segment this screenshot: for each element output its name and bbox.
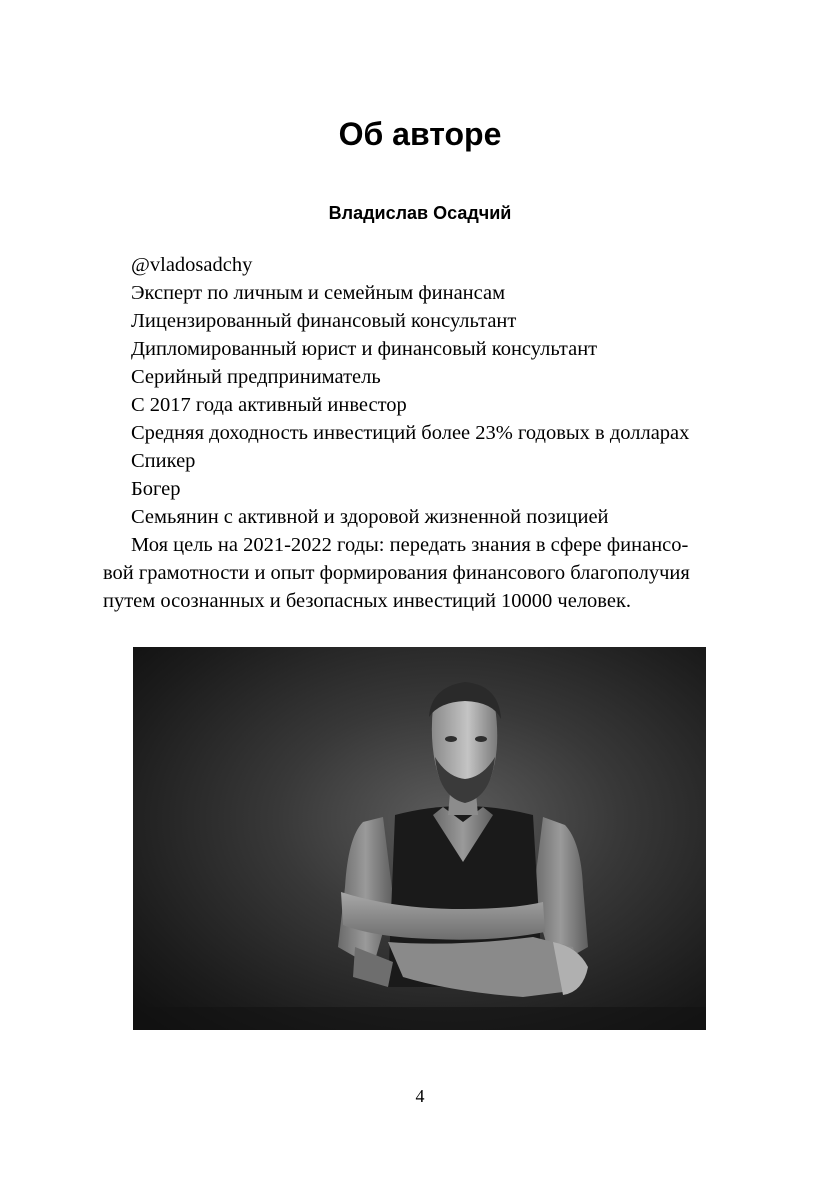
author-fact: С 2017 года активный инвестор — [131, 394, 407, 416]
goal-line: вой грамотности и опыт формирования финансового благополучия — [103, 562, 690, 584]
author-goal-paragraph — [103, 531, 739, 615]
author-facts-list — [131, 251, 771, 531]
page-title: Об авторе — [338, 116, 502, 152]
author-portrait-illustration — [133, 647, 706, 1030]
author-fact: Спикер — [131, 450, 196, 472]
page-number: 4 — [415, 1086, 425, 1106]
author-fact: Дипломированный юрист и финансовый консультант — [131, 338, 598, 360]
author-fact: Лицензированный финансовый консультант — [131, 310, 517, 332]
author-fact: Средняя доходность инвестиций более 23% годовых в долларах — [131, 422, 690, 444]
goal-line: путем осознанных и безопасных инвестиций 10000 человек. — [103, 590, 632, 612]
goal-line: Моя цель на 2021-2022 годы: передать знания в сфере финансо- — [131, 534, 689, 556]
author-handle: @vladosadchy — [131, 254, 253, 276]
author-fact: Семьянин с активной и здоровой жизненной позицией — [131, 506, 609, 528]
author-fact: Серийный предприниматель — [131, 366, 381, 388]
author-name: Владислав Осадчий — [328, 203, 512, 223]
author-photo — [133, 647, 706, 1030]
author-fact: Эксперт по личным и семейным финансам — [131, 282, 506, 304]
author-fact: Богер — [131, 478, 181, 500]
